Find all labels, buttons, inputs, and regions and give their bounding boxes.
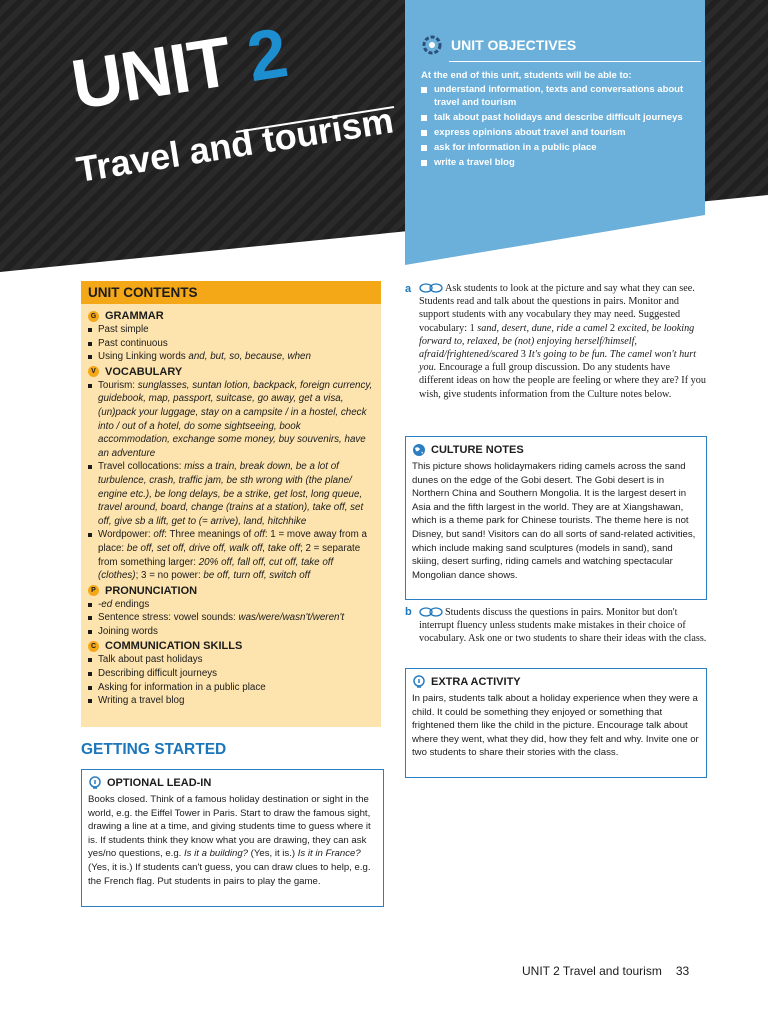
lightbulb-icon <box>88 776 102 790</box>
list-item: Joining words <box>88 625 375 639</box>
section-a-text: Ask students to look at the picture and say what they can see. Students read and talk about the questions in pairs. Monitor and support students with any vocabulary they may need. Suggested vocabulary: 1 sand, desert, dune, ride a camel 2 excited, be looking forward to, relaxed, be (not) enjoying herself/himself, afraid/frightened/scared 3 It's going to be fun. The camel won't hurt you. Encourage a full group discussion. Do any students have different ideas on how the people are feeling or where they are? If you wish, give students information from the Culture notes below. <box>419 283 706 400</box>
objective-item: ask for information in a public place <box>421 141 701 154</box>
extra-activity-box <box>405 668 707 778</box>
target-icon <box>421 34 443 56</box>
list-item: Past continuous <box>88 337 375 351</box>
pronunciation-heading: PRONUNCIATION <box>105 584 198 597</box>
list-item: Describing difficult journeys <box>88 667 375 681</box>
grammar-list <box>88 323 375 364</box>
lead-in-box <box>81 769 384 907</box>
culture-notes-box <box>405 436 707 600</box>
speech-bubbles-icon <box>419 607 443 618</box>
objectives-list <box>421 83 701 169</box>
list-item: Writing a travel blog <box>88 694 375 708</box>
vocabulary-list <box>88 379 375 583</box>
section-a-label: a <box>405 283 412 295</box>
communication-list <box>88 653 375 707</box>
list-item: Sentence stress: vowel sounds: was/were/wasn't/weren't <box>88 611 375 625</box>
unit-objectives <box>405 0 705 265</box>
globe-icon <box>412 443 426 457</box>
vocabulary-badge-icon: V <box>88 366 99 377</box>
communication-badge-icon: C <box>88 641 99 652</box>
unit-word: UNIT <box>66 21 236 124</box>
culture-notes-heading: CULTURE NOTES <box>431 444 524 456</box>
extra-activity-text: In pairs, students talk about a holiday experience when they were a child. It could be something they enjoyed or something that frightened them like the child in the picture. Encourage talk about where they went, what they did, how they felt and why. Invite one or two students to share their stories with the class. <box>412 693 699 759</box>
objective-item: write a travel blog <box>421 156 701 169</box>
lightbulb-icon <box>412 675 426 689</box>
list-item: Wordpower: off: Three meanings of off: 1 = move away from a place: be off, set off, drive off, walk off, take off; 2 = separate from something larger: 20% off, fall off, cut off, take off (clothes); 3 = no power: be off, turn off, switch off <box>88 528 375 582</box>
objective-item: understand information, texts and conversations about travel and tourism <box>421 83 701 109</box>
vocabulary-heading: VOCABULARY <box>105 365 183 378</box>
culture-notes-text: This picture shows holidaymakers riding camels across the sand dunes on the edge of the Gobi desert. The Gobi desert is in Northern China and Southern Mongolia. It is the largest desert in Asia and the fifth largest in the world. They are at Xiangshawan, which is a theme park for Chinese tourists. The theme here is not Disney, but sand! Visitors can do all sorts of sand-related activities, which include making sand sculptures (models in sand), sand skiing, desert surfing, riding camels and watching spectacular Mongolian dance shows. <box>412 461 696 581</box>
list-item: Asking for information in a public place <box>88 681 375 695</box>
pronunciation-list <box>88 598 375 639</box>
page-number: 33 <box>675 964 690 978</box>
objective-item: talk about past holidays and describe difficult journeys <box>421 111 701 124</box>
objective-item: express opinions about travel and tourism <box>421 126 701 139</box>
lead-in-heading: OPTIONAL LEAD-IN <box>107 777 212 789</box>
list-item: -ed endings <box>88 598 375 612</box>
section-b-label: b <box>405 606 412 618</box>
objectives-heading: UNIT OBJECTIVES <box>451 37 577 53</box>
speech-bubbles-icon <box>419 283 443 294</box>
unit-title: Travel and tourism <box>73 99 397 190</box>
grammar-heading: GRAMMAR <box>105 310 164 322</box>
communication-heading: COMMUNICATION SKILLS <box>105 640 243 653</box>
unit-contents-heading: UNIT CONTENTS <box>81 281 381 304</box>
objectives-divider <box>449 61 701 62</box>
unit-contents <box>81 281 381 727</box>
list-item: Using Linking words and, but, so, because, when <box>88 350 375 364</box>
section-b-text: Students discuss the questions in pairs. Monitor but don't interrupt fluency unless students make mistakes in their choice of vocabulary. Ask one or two students to share their ideas with the class. <box>419 607 707 645</box>
extra-activity-heading: EXTRA ACTIVITY <box>431 676 521 688</box>
objectives-intro: At the end of this unit, students will be able to: <box>421 70 632 81</box>
list-item: Tourism: sunglasses, suntan lotion, backpack, foreign currency, guidebook, map, passport, suitcase, go away, get a visa, (un)pack your luggage, stay on a campsite / in a hostel, check into / out of a hotel, do some sightseeing, book accommodation, exchange some money, buy souvenirs, have an adventure <box>88 379 375 461</box>
list-item: Talk about past holidays <box>88 653 375 667</box>
list-item: Past simple <box>88 323 375 337</box>
footer-label: UNIT 2 Travel and tourism <box>522 964 662 978</box>
lead-in-text: Books closed. Think of a famous holiday destination or sight in the world, e.g. the Eiffel Tower in Paris. Start to draw the famous sight, drawing a line at a time, and giving students time to guess where it is. If students think they know what you are drawing, they can ask yes/no questions, e.g. Is it a building? (Yes, it is.) Is it in France? (Yes, it is.) If students can't guess, you can draw clues to help, e.g. the French flag. Put students in pairs to play the game. <box>88 794 371 887</box>
unit-number: 2 <box>242 13 292 97</box>
getting-started-heading: GETTING STARTED <box>81 741 227 758</box>
list-item: Travel collocations: miss a train, break down, be a lot of turbulence, crash, traffic jam, be sth wrong with (the plane/ engine etc.), be long delays, be a strike, get lost, long queue, travel around, board, change (trains at a station), take off, set off, give sb a lift, get to (= arrive), land, hitchhike <box>88 460 375 528</box>
pronunciation-badge-icon: P <box>88 585 99 596</box>
page-footer <box>522 964 689 978</box>
grammar-badge-icon: G <box>88 311 99 322</box>
